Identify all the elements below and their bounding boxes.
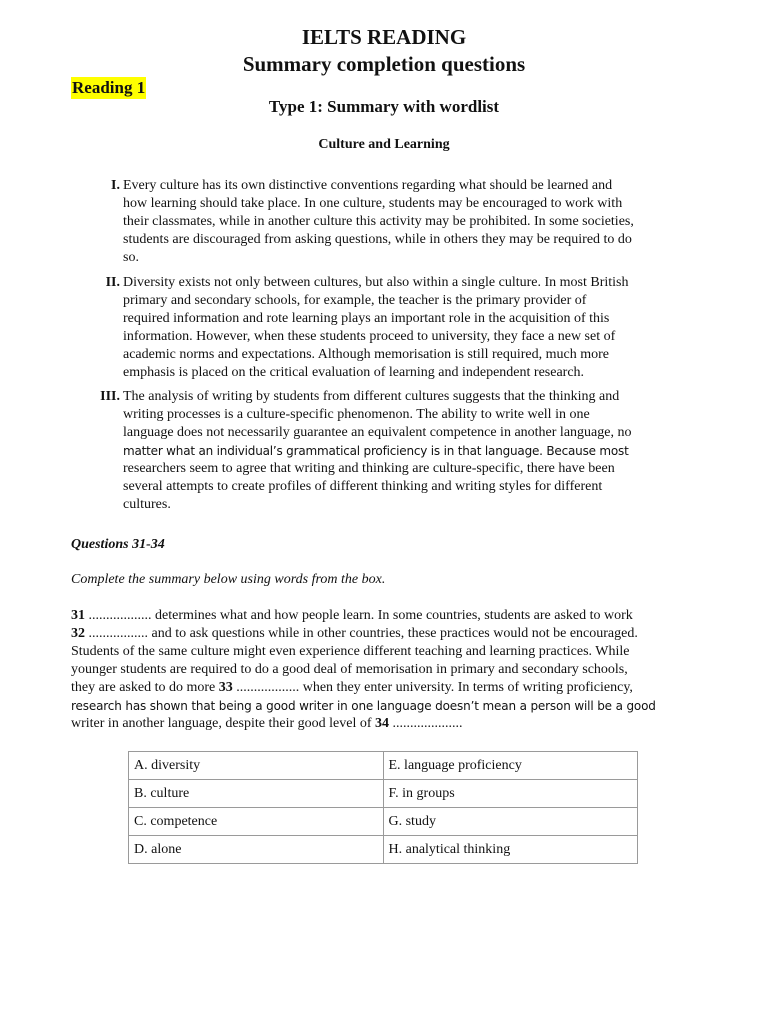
paragraph-line: primary and secondary schools, for example, the teacher is the primary provider of bbox=[123, 293, 587, 308]
type-heading: Type 1: Summary with wordlist bbox=[268, 97, 500, 116]
questions-instruction: Complete the summary below using words from the box. bbox=[71, 572, 386, 587]
summary-fragment: writer in another language, despite their good level of bbox=[71, 716, 376, 731]
paragraph-numeral: I. bbox=[111, 178, 120, 193]
paragraph-numeral: II. bbox=[105, 275, 120, 290]
passage-title: Culture and Learning bbox=[318, 137, 450, 152]
summary-line bbox=[71, 715, 691, 733]
paragraph-line: several attempts to create profiles of different thinking and writing styles for different bbox=[123, 479, 603, 494]
page-title: IELTS READING bbox=[301, 25, 467, 49]
table-row bbox=[129, 836, 638, 864]
questions-heading: Questions 31-34 bbox=[71, 537, 165, 552]
wordlist-option: E. language proficiency bbox=[383, 752, 638, 780]
summary-line: Students of the same culture might even experience different teaching and learning practices. While bbox=[71, 644, 630, 659]
summary-line: research has shown that being a good writer in one language doesn’t mean a person will be a good bbox=[71, 699, 656, 713]
question-number: 31 bbox=[71, 608, 85, 623]
summary-text bbox=[71, 607, 691, 733]
paragraph-line: language does not necessarily guarantee an equivalent competence in another language, no bbox=[123, 425, 632, 440]
paragraph-line: required information and rote learning plays an important role in the acquisition of this bbox=[123, 311, 610, 326]
question-number: 33 bbox=[218, 680, 233, 695]
page-subtitle: Summary completion questions bbox=[242, 52, 526, 76]
table-row bbox=[129, 808, 638, 836]
table-row bbox=[129, 780, 638, 808]
summary-line: younger students are required to do a good deal of memorisation in primary and secondary schools, bbox=[71, 662, 628, 677]
paragraph-line: The analysis of writing by students from different cultures suggests that the thinking and bbox=[123, 389, 620, 404]
wordlist-option: D. alone bbox=[129, 836, 384, 864]
question-number: 32 bbox=[71, 626, 85, 641]
summary-fragment: they are asked to do more bbox=[71, 680, 219, 695]
summary-fragment: ................. and to ask questions while in other countries, these practices would not be encouraged. bbox=[85, 626, 638, 641]
paragraph-line: information. However, when these students proceed to university, they face a new set of bbox=[123, 329, 616, 344]
summary-fragment: .................... bbox=[389, 716, 463, 731]
question-number: 34 bbox=[375, 716, 390, 731]
wordlist-option: A. diversity bbox=[129, 752, 384, 780]
paragraph-line: academic norms and expectations. Although memorisation is still required, much more bbox=[123, 347, 609, 362]
paragraph-line: so. bbox=[123, 250, 139, 265]
paragraph-line: Every culture has its own distinctive conventions regarding what should be learned and bbox=[123, 178, 613, 193]
paragraph-line: matter what an individual’s grammatical proficiency is in that language. Because most bbox=[123, 444, 629, 458]
paragraph-line: writing processes is a culture-specific phenomenon. The ability to write well in one bbox=[123, 407, 590, 422]
table-row bbox=[129, 752, 638, 780]
paragraph-line: their classmates, while in another culture this activity may be prohibited. In some societies, bbox=[123, 214, 634, 229]
wordlist-option: C. competence bbox=[129, 808, 384, 836]
paragraph-line: Diversity exists not only between cultures, but also within a single culture. In most British bbox=[123, 275, 629, 290]
paragraph-line: students are discouraged from asking questions, while in others they may be required to do bbox=[123, 232, 632, 247]
reading-tag: Reading 1 bbox=[72, 78, 146, 97]
summary-line bbox=[71, 679, 691, 697]
paragraph-line: cultures. bbox=[123, 497, 171, 512]
wordlist-option: B. culture bbox=[129, 780, 384, 808]
paragraph-line: researchers seem to agree that writing and thinking are culture-specific, there have been bbox=[123, 461, 615, 476]
summary-line bbox=[71, 607, 691, 625]
wordlist-option: G. study bbox=[383, 808, 638, 836]
summary-line bbox=[71, 625, 691, 643]
summary-fragment: .................. when they enter university. In terms of writing proficiency, bbox=[232, 680, 633, 695]
summary-fragment: .................. determines what and how people learn. In some countries, students are asked to work bbox=[85, 608, 633, 623]
paragraph-line: emphasis is placed on the critical evaluation of learning and independent research. bbox=[123, 365, 585, 380]
wordlist-table bbox=[128, 751, 638, 864]
paragraph-line: how learning should take place. In one culture, students may be encouraged to work with bbox=[123, 196, 623, 211]
wordlist-option: H. analytical thinking bbox=[383, 836, 638, 864]
wordlist-option: F. in groups bbox=[383, 780, 638, 808]
paragraph-numeral: III. bbox=[100, 389, 120, 404]
